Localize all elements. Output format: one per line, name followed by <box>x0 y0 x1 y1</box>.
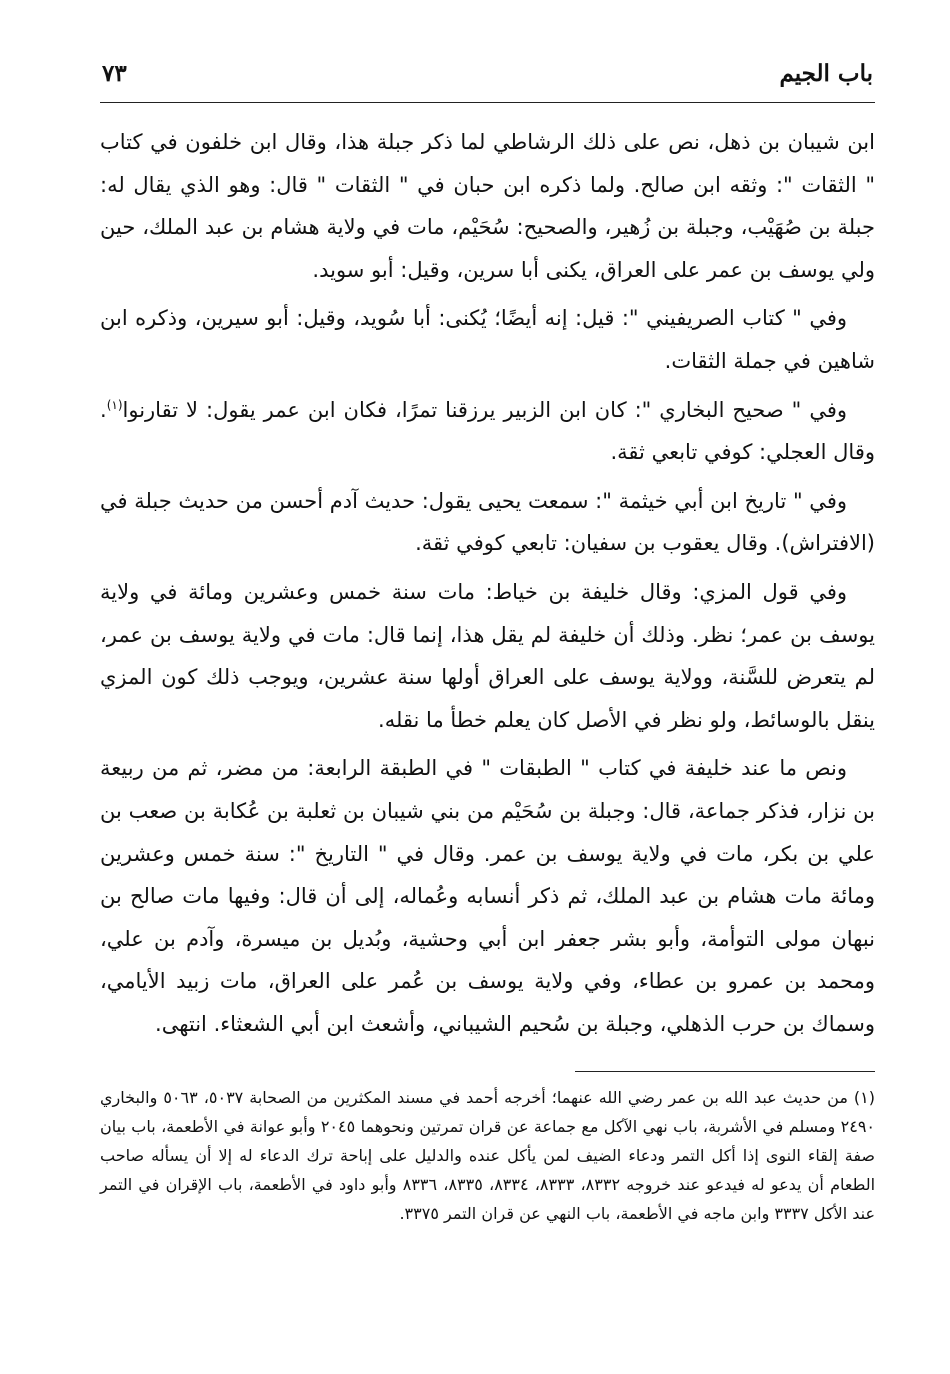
footnote-text: من حديث عبد الله بن عمر رضي الله عنهما؛ أخرجه أحمد في مسند المكثرين من الصحابة ٥٠٣٧، ٥٠٦٣ والبخاري ٢٤٩٠ ومسلم في الأشربة، باب نهي الآكل مع جماعة عن قران تمرتين ونحوهما ٢٠٤٥ وأبو عوانة في الأطعمة، باب بيان صفة إلقاء النوى إذا أكل التمر ودعاء الضيف لمن يأكل عنده والدليل على إباحة ترك الدعاء له إلا أن يسأله صاحب الطعام أن يدعو له فيدعو عند خروجه ٨٣٣٢، ٨٣٣٣، ٨٣٣٤، ٨٣٣٥، ٨٣٣٦ وأبو داود في الأطعمة، باب الإقران في التمر عند الأكل ٣٣٣٧ وابن ماجه في الأطعمة، باب النهي عن قران التمر ٣٣٧٥. <box>100 1088 876 1223</box>
footnote-reference[interactable]: (١) <box>106 397 123 412</box>
paragraph <box>100 121 875 291</box>
paragraph-text: وفي قول المزي: وقال خليفة بن خياط: مات سنة خمس وعشرين ومائة في ولاية يوسف بن عمر؛ نظر. وذلك أن خليفة لم يقل هذا، إنما قال: مات في ولاية يوسف بن عمر، لم يتعرض للسَّنة، وولاية يوسف على العراق أولها سنة عشرين، ويوجب ذلك كون المزي ينقل بالوسائط، ولو نظر في الأصل كان يعلم خطأ ما نقله. <box>100 579 875 732</box>
paragraph <box>100 389 875 474</box>
main-text <box>100 121 875 1045</box>
footnote-separator <box>575 1071 875 1072</box>
paragraph <box>100 480 875 565</box>
paragraph-text: وفي " تاريخ ابن أبي خيثمة ": سمعت يحيى يقول: حديث آدم أحسن من حديث جبلة في (الافتراش). وقال يعقوب بن سفيان: تابعي كوفي ثقة. <box>100 488 875 556</box>
paragraph-text: وفي " صحيح البخاري ": كان ابن الزبير يرزقنا تمرًا، فكان ابن عمر يقول: لا تقارنوا <box>122 397 847 422</box>
footnote-number: (١) <box>853 1088 876 1108</box>
paragraph-text: ابن شيبان بن ذهل، نص على ذلك الرشاطي لما ذكر جبلة هذا، وقال ابن خلفون في كتاب " الثقات ": وثقه ابن صالح. ولما ذكره ابن حبان في " الثقات " قال: وهو الذي يقال له: جبلة بن صُهَيْب، وجبلة بن زُهير، والصحيح: سُحَيْم، مات في ولاية هشام بن عبد الملك، حين ولي يوسف بن عمر على العراق، يكنى أبا سرين، وقيل: أبو سويد. <box>100 130 875 282</box>
page-number: ٧٣ <box>102 60 127 87</box>
footnote <box>100 1084 875 1228</box>
running-header <box>100 60 875 103</box>
paragraph <box>100 571 875 741</box>
paragraph <box>100 297 875 382</box>
paragraph <box>100 747 875 1045</box>
paragraph-text: ونص ما عند خليفة في كتاب " الطبقات " في الطبقة الرابعة: من مضر، ثم من ربيعة بن نزار، فذكر جماعة، قال: وجبلة بن سُحَيْم من بني شيبان بن ثعلبة بن عُكابة بن صعب بن علي بن بكر، مات في ولاية يوسف بن عمر. وقال في " التاريخ ": سنة خمس وعشرين ومائة مات هشام بن عبد الملك، ثم ذكر أنسابه وعُماله، إلى أن قال: وفيها مات صالح بن نبهان مولى التوأمة، وأبو بشر جعفر ابن أبي وحشية، وبُديل بن ميسرة، وآدم بن علي، ومحمد بن عمرو بن عطاء، وفي ولاية يوسف بن عُمر على العراق، مات زبيد الأيامي، وسماك بن حرب الذهلي، وجبلة بن سُحيم الشيباني، وأشعث ابن أبي الشعثاء. انتهى. <box>100 756 875 1036</box>
book-page <box>100 60 875 1228</box>
paragraph-text-continued: . وقال العجلي: كوفي تابعي ثقة. <box>100 397 875 465</box>
chapter-title: باب الجيم <box>779 60 873 87</box>
paragraph-text: وفي " كتاب الصريفيني ": قيل: إنه أيضًا؛ يُكنى: أبا سُويد، وقيل: أبو سيرين، وذكره ابن شاهين في جملة الثقات. <box>100 306 875 373</box>
